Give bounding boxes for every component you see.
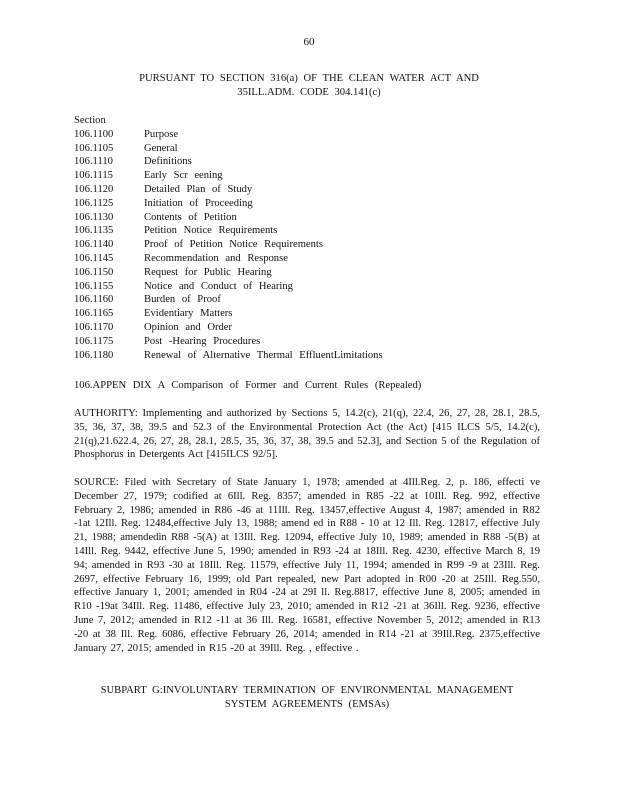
section-number: 106.1145 [74, 252, 114, 264]
section-list-item [74, 335, 554, 349]
section-list-rows [74, 128, 554, 363]
section-title: Petition Notice Requirements [144, 225, 278, 237]
source-paragraph [74, 476, 540, 655]
page-number: 60 [303, 36, 315, 48]
section-list-item [74, 293, 554, 307]
section-number: 106.1105 [74, 142, 114, 154]
section-number: 106.1155 [74, 280, 114, 292]
section-number: 106.1180 [74, 349, 114, 361]
section-list-item [74, 142, 554, 156]
section-list-item [74, 307, 554, 321]
section-list-item [74, 224, 554, 238]
section-title: Contents of Petition [144, 211, 237, 223]
authority-paragraph: AUTHORITY: Implementing and authorized by Sections 5, 14.2(c), 21(q), 22.4, 26, 27, 28, 28.1, 28.5, 35, 36, 37, 38, 39.5 and 52.3 of the Environmental Protection Act (the Act) [415 ILCS 5/5, 14.2(c), 21(q),21.622.4, 26, 27, 28, 28.1, 28.5, 35, 36, 37, 38, 39.5 and 52.3], and Section 5 of the Regulation of Phosphorus in Detergents Act [415ILCS 92/5]. [74, 408, 540, 461]
section-number: 106.1110 [74, 156, 113, 168]
part-title-line-1: PURSUANT TO SECTION 316(a) OF THE CLEAN WATER ACT AND [139, 73, 479, 84]
section-number: 106.1100 [74, 128, 114, 140]
section-title: Initiation of Proceeding [144, 197, 253, 209]
section-list-heading: Section [74, 115, 106, 126]
section-number: 106.1135 [74, 225, 114, 237]
section-list-item [74, 266, 554, 280]
subpart-heading-line-1: SUBPART G:INVOLUNTARY TERMINATION OF ENVIRONMENTAL MANAGEMENT [100, 685, 514, 696]
section-title: Proof of Petition Notice Requirements [144, 239, 323, 251]
source-end: . [355, 642, 359, 654]
section-number: 106.1125 [74, 197, 114, 209]
section-list-item [74, 128, 554, 142]
source-text: SOURCE: Filed with Secretary of State January 1, 1978; amended at 4Ill.Reg. 2, p. 186, effecti ve December 27, 1979; codified at 6Ill. Reg. 8357; amended in R85 -22 at 10Ill. Reg. 992, effective February 2, 1986; amended in R86 -46 at 11Ill. Reg. 13457,effective August 4, 1987; amended in R82 -1at 12Ill. Reg. 12484,effective July 13, 1988; amend ed in R88 - 10 at 12 Ill. Reg. 12817, effective July 21, 1988; amendedin R88 -5(A) at 13Ill. Reg. 12094, effective July 10, 1989; amended in R88 -5(B) at 14Ill. Reg. 9442, effective June 5, 1990; amended in R93 -24 at 18Ill. Reg. 4230, effective March 8, 19 94; amended in R93 -30 at 18Ill. Reg. 11579, effective July 11, 1994; amended in R99 -9 at 23Ill. Reg. 2697, effective February 16, 1999; old Part repealed, new Part adopted in R00 -20 at 25Ill. Reg.550, effective January 1, 2001; amended in R04 -24 at 29I ll. Reg.8817, effective June 8, 2005; amended in R10 -19at 34Ill. Reg. 11486, effective July 23, 2010; amended in R12 -21 at 36Ill. Reg. 9236, effective June 7, 2012; amended in R12 -11 at 36 Ill. Reg. 16581, effective November 5, 2012; amended in R13 -20 at 38 Ill. Reg. 6086, effective February 26, 2014; amended in R14 -21 at 39Ill.Reg. 2375,effective January 27, 2015; amended in R15 -20 at 39Ill. Reg. [74, 477, 540, 654]
section-number: 106.1130 [74, 211, 114, 223]
part-title-line-2: 35ILL.ADM. CODE 304.141(c) [237, 86, 381, 98]
section-title: Notice and Conduct of Hearing [144, 280, 293, 292]
section-number: 106.1120 [74, 183, 114, 195]
part-title [60, 72, 558, 100]
subpart-heading [74, 684, 540, 712]
section-title: Purpose [144, 128, 179, 140]
section-list-item [74, 169, 554, 183]
section-title: Early Scr eening [144, 170, 223, 182]
section-list-item [74, 321, 554, 335]
section-title: Evidentiary Matters [144, 308, 233, 320]
section-list-item [74, 183, 554, 197]
section-title: Burden of Proof [144, 294, 221, 306]
section-number: 106.1140 [74, 239, 114, 251]
section-list-item [74, 211, 554, 225]
section-list-item [74, 280, 554, 294]
section-title: Detailed Plan of Study [144, 183, 253, 195]
section-title: Definitions [144, 156, 192, 168]
section-title: General [144, 142, 178, 154]
section-title: Request for Public Hearing [144, 266, 272, 278]
appendix-entry: 106.APPEN DIX A Comparison of Former and Current Rules (Repealed) [74, 380, 422, 391]
section-list-item [74, 349, 554, 363]
section-number: 106.1175 [74, 335, 114, 347]
section-list-item [74, 238, 554, 252]
section-title: Post -Hearing Procedures [144, 335, 261, 347]
subpart-heading-line-2: SYSTEM AGREEMENTS (EMSAs) [224, 698, 390, 710]
section-title: Opinion and Order [144, 321, 233, 333]
section-list-item [74, 197, 554, 211]
section-list [74, 114, 554, 362]
section-title: Renewal of Alternative Thermal EffluentLimitations [144, 349, 383, 361]
section-list-item [74, 155, 554, 169]
section-number: 106.1115 [74, 170, 113, 182]
section-number: 106.1150 [74, 266, 114, 278]
section-number: 106.1170 [74, 321, 114, 333]
section-number: 106.1160 [74, 294, 114, 306]
section-list-item [74, 252, 554, 266]
section-number: 106.1165 [74, 308, 114, 320]
source-middle: , effective [309, 642, 353, 654]
section-title: Recommendation and Response [144, 252, 288, 264]
